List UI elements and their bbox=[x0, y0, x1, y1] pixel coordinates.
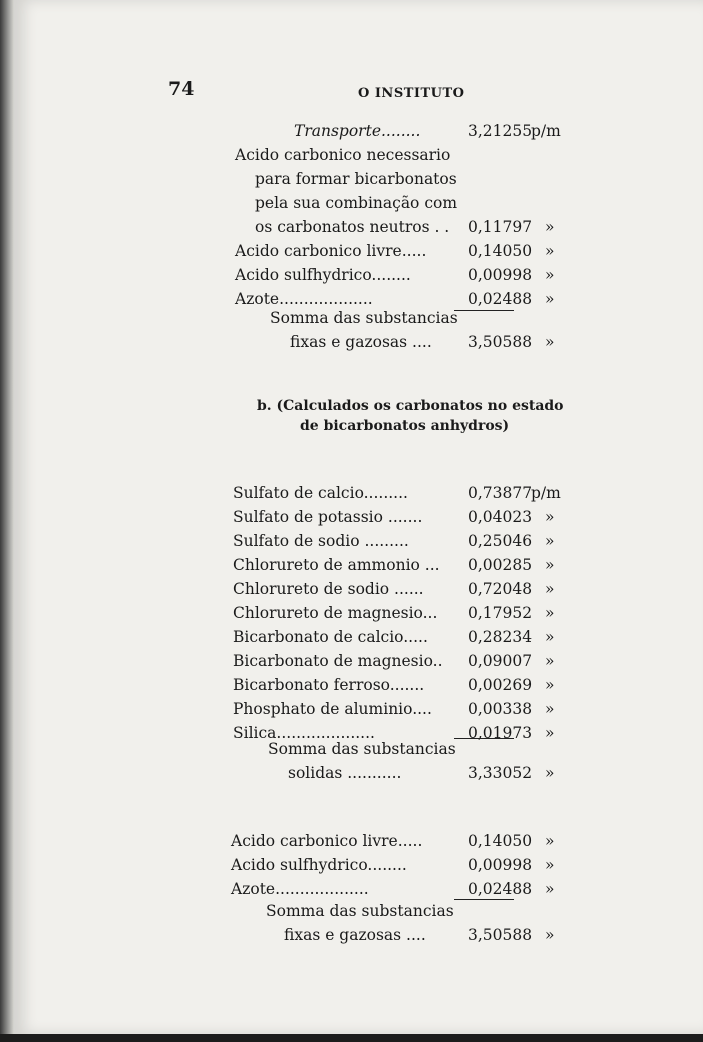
row-unit: » bbox=[545, 880, 555, 898]
row-label: Acido carbonico livre..... bbox=[231, 832, 423, 850]
row-unit: » bbox=[545, 556, 555, 574]
row-value: 0,14050 bbox=[468, 242, 533, 260]
row-label: Acido carbonico livre..... bbox=[235, 242, 427, 260]
row-unit: » bbox=[545, 333, 555, 351]
section-heading: b. (Calculados os carbonatos no estado bbox=[257, 398, 564, 414]
row-value: 0,14050 bbox=[468, 832, 533, 850]
table-row bbox=[14, 481, 703, 505]
table-row bbox=[14, 673, 703, 697]
row-unit: » bbox=[545, 724, 555, 742]
table-row bbox=[14, 829, 703, 853]
book-page bbox=[14, 0, 703, 1034]
scan-bottom-edge bbox=[0, 1034, 703, 1042]
row-label: Azote................... bbox=[231, 880, 369, 898]
table-row bbox=[14, 529, 703, 553]
table-row bbox=[14, 877, 703, 901]
table-row bbox=[14, 697, 703, 721]
row-label: Bicarbonato ferroso....... bbox=[233, 676, 425, 694]
row-value: 0,17952 bbox=[468, 604, 533, 622]
row-label: Sulfato de potassio ....... bbox=[233, 508, 423, 526]
row-value: 0,28234 bbox=[468, 628, 533, 646]
row-value: 0,02488 bbox=[468, 290, 533, 308]
row-unit: » bbox=[545, 652, 555, 670]
row-label: solidas ........... bbox=[288, 764, 402, 782]
row-value: 0,00338 bbox=[468, 700, 533, 718]
row-value: 0,25046 bbox=[468, 532, 533, 550]
table-row bbox=[14, 143, 703, 167]
section-subheading: de bicarbonatos anhydros) bbox=[300, 418, 510, 434]
table-row bbox=[14, 239, 703, 263]
table-row bbox=[14, 119, 703, 143]
row-label: Sulfato de calcio......... bbox=[233, 484, 408, 502]
row-label: para formar bicarbonatos bbox=[255, 170, 457, 188]
table-row bbox=[14, 649, 703, 673]
row-unit: » bbox=[545, 604, 555, 622]
row-unit: » bbox=[545, 218, 555, 236]
table-row bbox=[14, 330, 703, 354]
table-row bbox=[14, 737, 703, 761]
table-row bbox=[14, 553, 703, 577]
row-value: 0,04023 bbox=[468, 508, 533, 526]
row-unit: » bbox=[545, 508, 555, 526]
row-value: 3,50588 bbox=[468, 926, 533, 944]
row-unit: » bbox=[545, 628, 555, 646]
row-unit: » bbox=[545, 532, 555, 550]
row-value: 0,09007 bbox=[468, 652, 533, 670]
row-unit: » bbox=[545, 580, 555, 598]
table-row bbox=[14, 263, 703, 287]
row-label: Somma das substancias bbox=[268, 740, 456, 758]
row-label: pela sua combinação com bbox=[255, 194, 458, 212]
table-row bbox=[14, 601, 703, 625]
row-value: 0,73877 bbox=[468, 484, 533, 502]
row-label: fixas e gazosas .... bbox=[284, 926, 426, 944]
row-unit: » bbox=[545, 700, 555, 718]
row-unit: » bbox=[545, 290, 555, 308]
table-row bbox=[14, 505, 703, 529]
row-value: 3,21255 bbox=[468, 122, 533, 140]
table-row bbox=[14, 761, 703, 785]
row-label: Phosphato de aluminio.... bbox=[233, 700, 432, 718]
table-row bbox=[14, 306, 703, 330]
row-label: Silica.................... bbox=[233, 724, 375, 742]
row-value: 0,02488 bbox=[468, 880, 533, 898]
row-unit: » bbox=[545, 676, 555, 694]
table-row bbox=[14, 577, 703, 601]
row-label: Acido sulfhydrico........ bbox=[235, 266, 411, 284]
table-row bbox=[14, 923, 703, 947]
row-label: Chlorureto de ammonio ... bbox=[233, 556, 440, 574]
row-value: 0,00998 bbox=[468, 266, 533, 284]
row-label: Chlorureto de magnesio... bbox=[233, 604, 438, 622]
running-title: O INSTITUTO bbox=[358, 86, 465, 101]
row-unit: » bbox=[545, 926, 555, 944]
row-value: 0,00285 bbox=[468, 556, 533, 574]
table-row bbox=[14, 215, 703, 239]
row-value: 3,33052 bbox=[468, 764, 533, 782]
row-label: Bicarbonato de magnesio.. bbox=[233, 652, 443, 670]
page-number: 74 bbox=[168, 78, 195, 100]
row-label: os carbonatos neutros . . bbox=[255, 218, 450, 236]
table-row bbox=[14, 899, 703, 923]
row-label: Sulfato de sodio ......... bbox=[233, 532, 409, 550]
row-value: 3,50588 bbox=[468, 333, 533, 351]
row-value: 0,00998 bbox=[468, 856, 533, 874]
row-label: Acido sulfhydrico........ bbox=[231, 856, 407, 874]
table-row bbox=[14, 853, 703, 877]
row-value: 0,01973 bbox=[468, 724, 533, 742]
row-unit: p/m bbox=[531, 484, 561, 502]
table-row bbox=[14, 167, 703, 191]
page-edge bbox=[0, 0, 14, 1034]
row-label: fixas e gazosas .... bbox=[290, 333, 432, 351]
row-label: Somma das substancias bbox=[266, 902, 454, 920]
table-row bbox=[14, 625, 703, 649]
row-unit: » bbox=[545, 856, 555, 874]
row-label: Chlorureto de sodio ...... bbox=[233, 580, 424, 598]
row-unit: p/m bbox=[531, 122, 561, 140]
row-label: Acido carbonico necessario bbox=[235, 146, 451, 164]
row-value: 0,00269 bbox=[468, 676, 533, 694]
row-label: Bicarbonato de calcio..... bbox=[233, 628, 428, 646]
row-unit: » bbox=[545, 832, 555, 850]
row-value: 0,72048 bbox=[468, 580, 533, 598]
row-label: Somma das substancias bbox=[270, 309, 458, 327]
row-unit: » bbox=[545, 764, 555, 782]
row-label: Azote................... bbox=[235, 290, 373, 308]
table-row bbox=[14, 191, 703, 215]
row-label: Transporte........ bbox=[294, 122, 421, 140]
row-unit: » bbox=[545, 242, 555, 260]
row-unit: » bbox=[545, 266, 555, 284]
row-value: 0,11797 bbox=[468, 218, 533, 236]
